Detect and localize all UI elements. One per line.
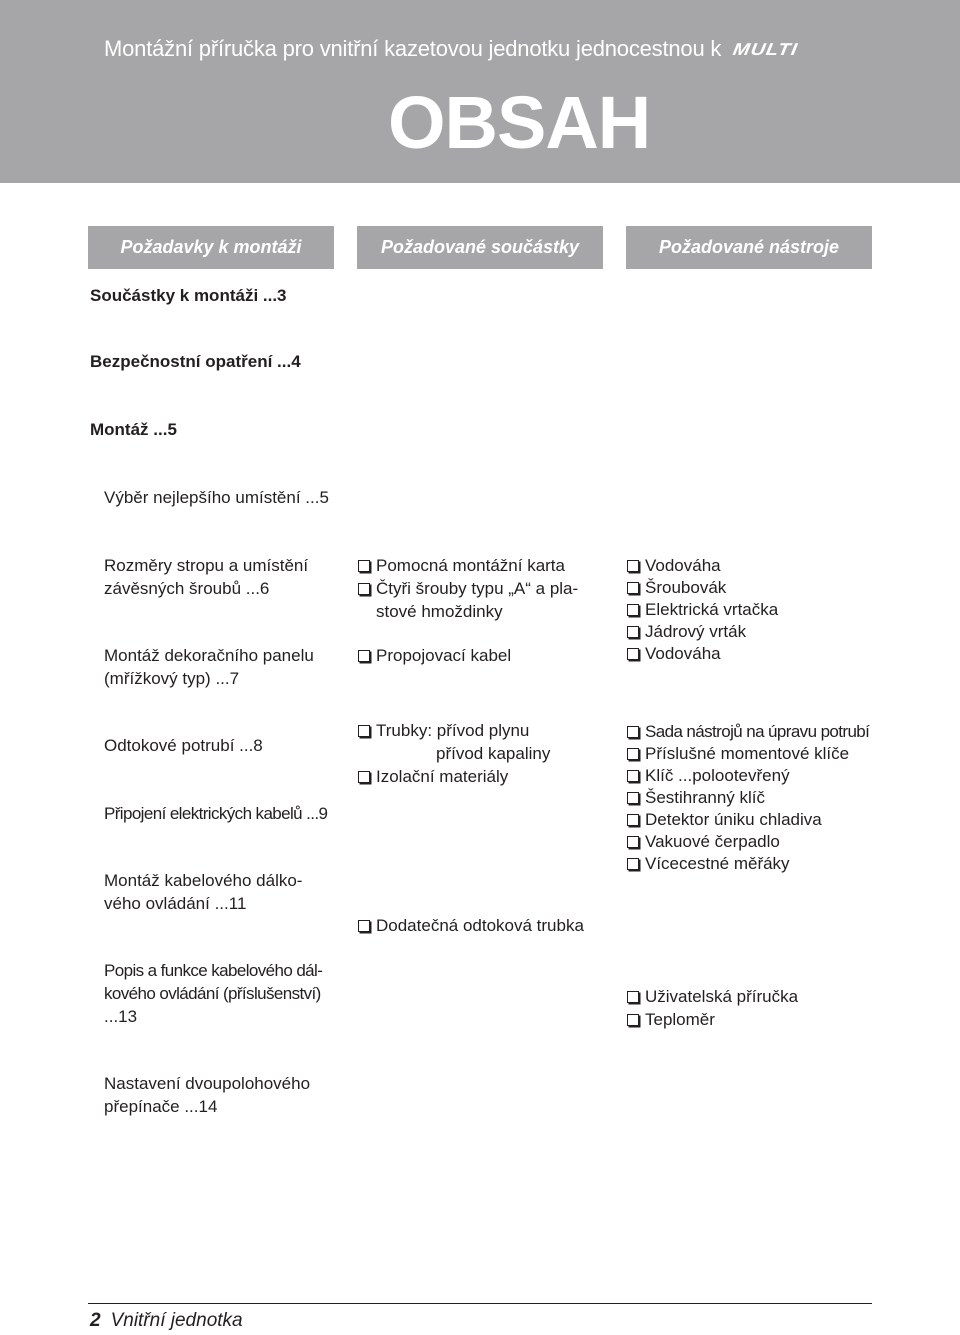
- tool-item-flaring-kit: [627, 720, 869, 743]
- tool-item-thermometer: [627, 1008, 715, 1031]
- checkbox-icon: [358, 920, 370, 932]
- part-label: Čtyři šrouby typu „A“ a pla-: [376, 579, 579, 598]
- tool-label: Vícecestné měřáky: [645, 854, 790, 873]
- column-header-parts: Požadované součástky: [357, 226, 603, 269]
- tool-label: Teploměr: [645, 1010, 715, 1029]
- checkbox-icon: [358, 771, 370, 783]
- multi-logo: MULTI: [731, 40, 800, 60]
- tool-label: Příslušné momentové klíče: [645, 744, 850, 763]
- checkbox-icon: [627, 582, 639, 594]
- part-label: Propojovací kabel: [376, 646, 512, 665]
- tool-label: Vodováha: [645, 644, 721, 663]
- checkbox-icon: [358, 725, 370, 737]
- tool-item-drill: [627, 598, 778, 621]
- part-item-screws-line1: [358, 577, 578, 600]
- part-label: Izolační materiály: [376, 767, 509, 786]
- page-title: OBSAH: [388, 81, 651, 164]
- footer-divider: [88, 1303, 872, 1304]
- checkbox-icon: [627, 770, 639, 782]
- checkbox-icon: [627, 726, 639, 738]
- checkbox-icon: [358, 650, 370, 662]
- tool-item-leak-detector: [627, 808, 822, 831]
- tool-item-torque-wrench: [627, 742, 849, 765]
- tool-label: Šroubovák: [645, 578, 727, 597]
- tool-label: Vodováha: [645, 556, 721, 575]
- toc-item-ceiling-dims-line2: závěsných šroubů ...6: [104, 579, 270, 598]
- checkbox-icon: [627, 1014, 639, 1026]
- part-item-screws-line2: stové hmoždinky: [376, 602, 503, 621]
- page-footer: [90, 1310, 243, 1332]
- toc-item-safety: Bezpečnostní opatření ...4: [90, 352, 301, 371]
- checkbox-icon: [358, 560, 370, 572]
- part-item-pipes-line2: přívod kapaliny: [436, 744, 551, 763]
- tool-item-level-2: [627, 642, 721, 665]
- tool-item-hex-key: [627, 786, 765, 809]
- tool-item-screwdriver: [627, 576, 726, 599]
- toc-item-best-location: Výběr nejlepšího umístění ...5: [104, 488, 329, 507]
- checkbox-icon: [358, 583, 370, 595]
- subtitle-text: Montážní příručka pro vnitřní kazetovou jednotku jednocestnou k: [104, 36, 722, 61]
- toc-item-ceiling-dims-line1: Rozměry stropu a umístění: [104, 556, 309, 575]
- checkbox-icon: [627, 560, 639, 572]
- toc-item-remote-desc-line1: Popis a funkce kabelového dál-: [104, 961, 323, 980]
- toc-item-remote-desc-line2: kového ovládání (příslušenství): [104, 984, 321, 1003]
- part-item-insulation: [358, 765, 508, 788]
- part-label: Trubky: přívod plynu: [376, 721, 530, 740]
- document-subtitle: [104, 36, 798, 62]
- tool-item-spanner: [627, 764, 790, 787]
- toc-item-remote-desc-line3: ...13: [104, 1007, 138, 1026]
- part-label: Dodatečná odtoková trubka: [376, 916, 584, 935]
- checkbox-icon: [627, 792, 639, 804]
- part-item-pipes-line1: [358, 719, 529, 742]
- toc-item-panel-line1: Montáž dekoračního panelu: [104, 646, 314, 665]
- tool-label: Jádrový vrták: [645, 622, 747, 641]
- checkbox-icon: [627, 836, 639, 848]
- header-band: [0, 0, 960, 183]
- toc-item-switch-line2: přepínače ...14: [104, 1097, 218, 1116]
- tool-item-gauge-manifold: [627, 852, 790, 875]
- toc-item-remote-line1: Montáž kabelového dálko-: [104, 871, 303, 890]
- footer-label: Vnitřní jednotka: [110, 1310, 243, 1331]
- column-header-requirements: Požadavky k montáži: [88, 226, 334, 269]
- toc-item-parts: Součástky k montáži ...3: [90, 286, 287, 305]
- toc-item-panel-line2: (mřížkový typ) ...7: [104, 669, 240, 688]
- tool-item-manual: [627, 985, 798, 1008]
- tool-label: Sada nástrojů na úpravu potrubí: [645, 722, 870, 741]
- checkbox-icon: [627, 858, 639, 870]
- checkbox-icon: [627, 626, 639, 638]
- column-header-tools: Požadované nástroje: [626, 226, 872, 269]
- tool-label: Vakuové čerpadlo: [645, 832, 780, 851]
- toc-item-drain: Odtokové potrubí ...8: [104, 736, 263, 755]
- tool-label: Elektrická vrtačka: [645, 600, 779, 619]
- tool-label: Klíč ...polootevřený: [645, 766, 790, 785]
- tool-item-vacuum-pump: [627, 830, 780, 853]
- toc-item-installation: Montáž ...5: [90, 420, 177, 439]
- toc-item-switch-line1: Nastavení dvoupolohového: [104, 1074, 311, 1093]
- tool-label: Šestihranný klíč: [645, 788, 765, 807]
- part-item-card: [358, 554, 565, 577]
- checkbox-icon: [627, 814, 639, 826]
- checkbox-icon: [627, 648, 639, 660]
- tool-item-core-drill: [627, 620, 746, 643]
- page-number: 2: [90, 1310, 101, 1331]
- tool-item-level: [627, 554, 721, 577]
- toc-item-cables: Připojení elektrických kabelů ...9: [104, 804, 328, 823]
- checkbox-icon: [627, 991, 639, 1003]
- checkbox-icon: [627, 748, 639, 760]
- part-label: Pomocná montážní karta: [376, 556, 565, 575]
- part-item-cable: [358, 644, 511, 667]
- tool-label: Detektor úniku chladiva: [645, 810, 822, 829]
- checkbox-icon: [627, 604, 639, 616]
- part-item-drain-hose: [358, 914, 584, 937]
- tool-label: Uživatelská příručka: [645, 987, 799, 1006]
- toc-item-remote-line2: vého ovládání ...11: [104, 894, 247, 913]
